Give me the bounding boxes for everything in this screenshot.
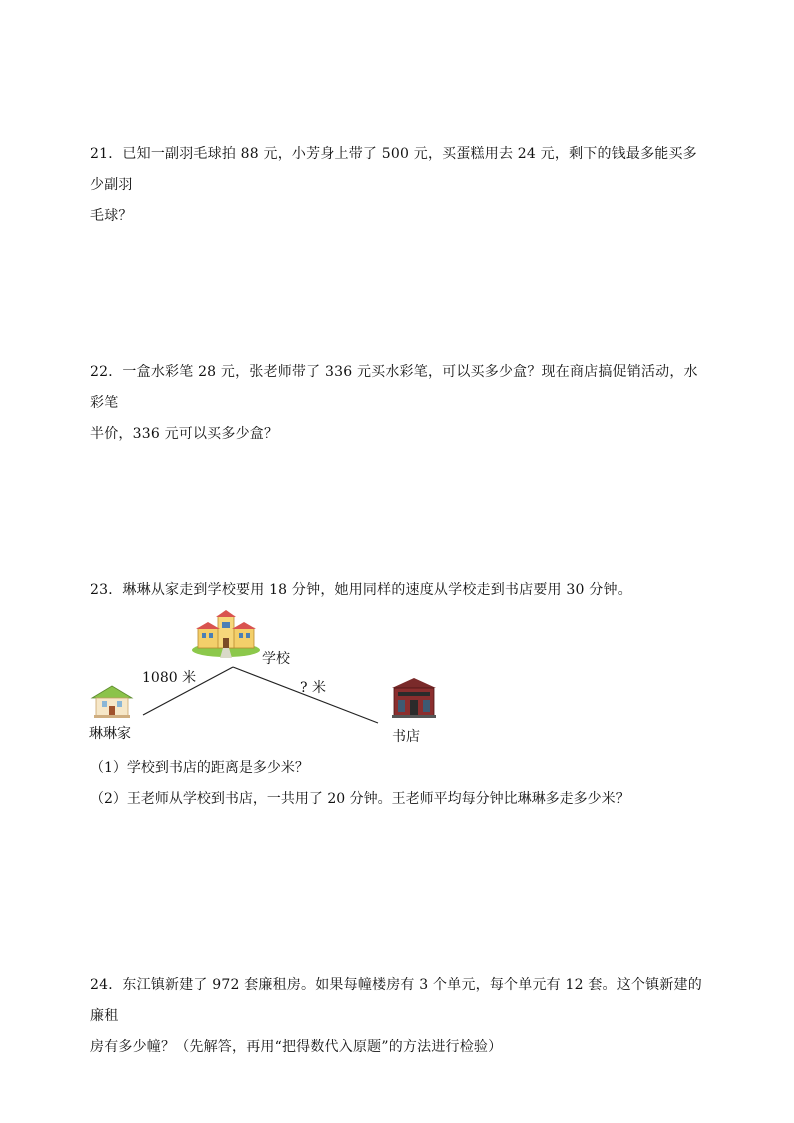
distance-home-school-label: 1080 米	[142, 670, 197, 686]
question-23-intro: 23．琳琳从家走到学校要用 18 分钟，她用同样的速度从学校走到书店要用 30 分钟。	[90, 582, 632, 598]
house-icon	[92, 686, 132, 718]
route-lines	[80, 600, 480, 760]
question-22-line-1: 22．一盒水彩笔 28 元，张老师带了 336 元买水彩笔，可以买多少盒？现在商店搞促销活动，水彩笔	[90, 364, 698, 411]
school-label: 学校	[262, 651, 290, 667]
distance-school-store-label: ? 米	[300, 680, 326, 696]
question-21	[90, 139, 710, 232]
question-22-line-2: 半价，336 元可以买多少盒？	[90, 426, 279, 442]
question-24	[90, 970, 710, 1063]
bookstore-label: 书店	[392, 729, 420, 745]
question-21-line-2: 毛球？	[90, 208, 133, 224]
route-diagram	[80, 600, 480, 760]
question-23-part-2: （2）王老师从学校到书店，一共用了 20 分钟。王老师平均每分钟比琳琳多走多少米？	[90, 791, 630, 807]
question-22	[90, 357, 710, 450]
question-21-line-1: 21．已知一副羽毛球拍 88 元，小芳身上带了 500 元，买蛋糕用去 24 元，剩下的钱最多能买多少副羽	[90, 146, 697, 193]
question-23-part-1: （1）学校到书店的距离是多少米？	[90, 760, 309, 776]
home-label: 琳琳家	[89, 726, 131, 742]
question-24-line-2: 房有多少幢？（先解答，再用“把得数代入原题”的方法进行检验）	[90, 1039, 503, 1055]
question-24-line-1: 24．东江镇新建了 972 套廉租房。如果每幢楼房有 3 个单元，每个单元有 12 套。这个镇新建的廉租	[90, 977, 702, 1024]
school-building-icon	[192, 610, 260, 658]
bookstore-icon	[392, 678, 436, 718]
